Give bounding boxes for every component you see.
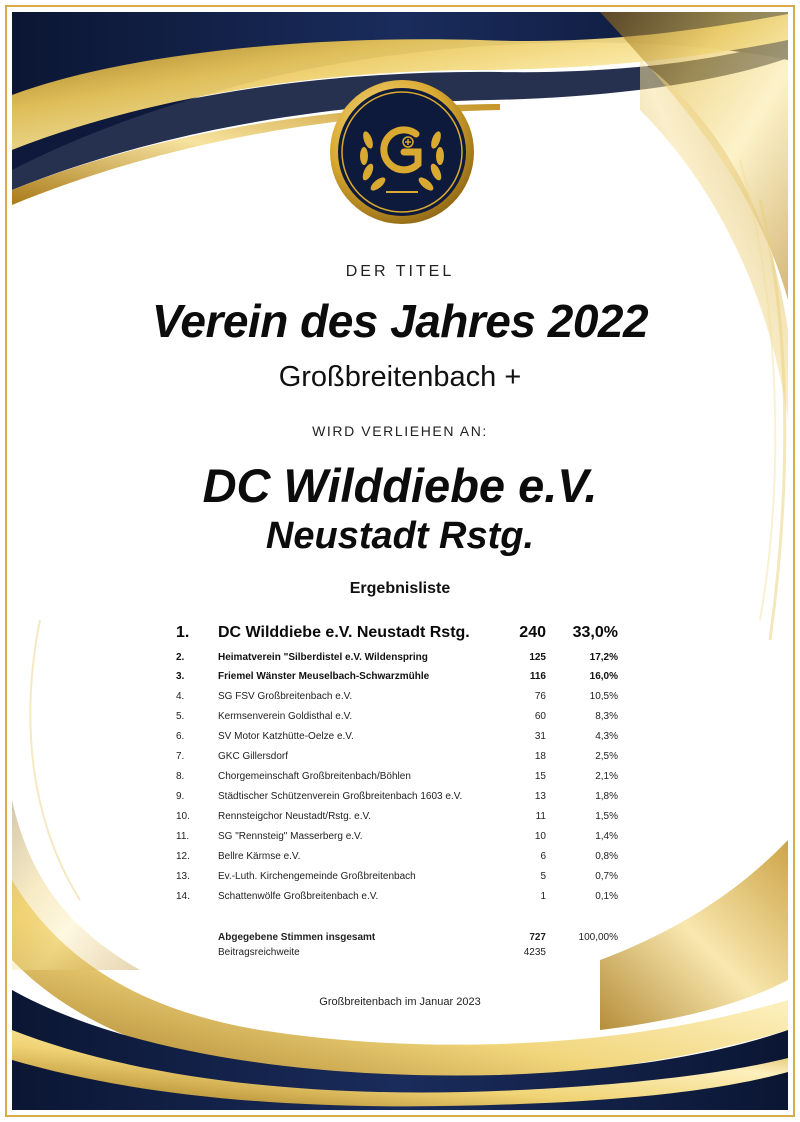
result-row — [0, 811, 800, 831]
club-seal-icon — [328, 78, 476, 226]
result-row — [0, 771, 800, 791]
club-name: Kermsenverein Goldisthal e.V. — [218, 711, 353, 722]
rank: 9. — [176, 791, 185, 802]
results-heading: Ergebnisliste — [349, 580, 451, 597]
rank: 13. — [176, 871, 190, 882]
award-subtitle: Großbreitenbach + — [278, 361, 522, 393]
result-row — [0, 851, 800, 871]
percent: 1,4% — [595, 831, 618, 842]
club-name: SG FSV Großbreitenbach e.V. — [218, 691, 353, 702]
votes: 125 — [529, 652, 546, 663]
percent: 33,0% — [572, 624, 618, 641]
result-row — [0, 671, 800, 691]
result-row — [0, 731, 800, 751]
votes: 5 — [540, 871, 546, 882]
votes: 6 — [540, 851, 546, 862]
club-name: Städtischer Schützenverein Großbreitenbach 1603 e.V. — [218, 791, 463, 802]
percent: 0,8% — [595, 851, 618, 862]
total-votes: 727 — [529, 932, 546, 943]
rank: 12. — [176, 851, 190, 862]
club-name: SG "Rennsteig" Masserberg e.V. — [218, 831, 363, 842]
votes: 31 — [534, 731, 546, 742]
club-name: GKC Gillersdorf — [218, 751, 289, 762]
rank: 7. — [176, 751, 185, 762]
result-row — [0, 831, 800, 851]
result-row — [0, 751, 800, 771]
votes: 116 — [529, 671, 546, 682]
der-titel-label: DER TITEL — [345, 263, 455, 280]
total-label: Abgegebene Stimmen insgesamt — [218, 932, 376, 943]
club-name: Friemel Wänster Meuselbach-Schwarzmühle — [218, 671, 430, 682]
votes: 1 — [540, 891, 546, 902]
percent: 4,3% — [595, 731, 618, 742]
rank: 5. — [176, 711, 185, 722]
rank: 8. — [176, 771, 185, 782]
place-date: Großbreitenbach im Januar 2023 — [319, 996, 481, 1008]
percent: 10,5% — [589, 691, 618, 702]
rank: 11. — [176, 831, 190, 842]
result-row — [0, 691, 800, 711]
club-name: Ev.-Luth. Kirchengemeinde Großbreitenbach — [218, 871, 416, 882]
awardee-name: DC Wilddiebe e.V. — [202, 459, 598, 512]
votes: 240 — [519, 624, 546, 641]
award-title: Verein des Jahres 2022 — [151, 295, 649, 347]
result-row — [0, 711, 800, 731]
club-name: Schattenwölfe Großbreitenbach e.V. — [218, 891, 379, 902]
result-row — [0, 891, 800, 911]
votes: 60 — [534, 711, 546, 722]
awardee-location: Neustadt Rstg. — [265, 515, 535, 557]
votes: 15 — [534, 771, 546, 782]
result-row — [0, 624, 800, 644]
wird-verliehen-label: WIRD VERLIEHEN AN: — [312, 423, 488, 439]
votes: 76 — [534, 691, 546, 702]
percent: 1,8% — [595, 791, 618, 802]
rank: 4. — [176, 691, 185, 702]
rank: 3. — [176, 671, 185, 682]
percent: 16,0% — [589, 671, 618, 682]
rank: 14. — [176, 891, 190, 902]
reach-label: Beitragsreichweite — [218, 947, 300, 958]
club-name: Heimatverein "Silberdistel e.V. Wildenspring — [218, 652, 428, 663]
percent: 1,5% — [595, 811, 618, 822]
club-name: SV Motor Katzhütte-Oelze e.V. — [218, 731, 354, 742]
percent: 2,1% — [595, 771, 618, 782]
result-row — [0, 652, 800, 672]
result-row — [0, 871, 800, 891]
percent: 0,1% — [595, 891, 618, 902]
reach-value: 4235 — [523, 947, 546, 958]
club-name: Chorgemeinschaft Großbreitenbach/Böhlen — [218, 771, 411, 782]
total-percent: 100,00% — [578, 932, 618, 943]
votes: 13 — [534, 791, 546, 802]
rank: 1. — [176, 624, 190, 641]
rank: 2. — [176, 652, 185, 663]
rank: 10. — [176, 811, 190, 822]
club-name: Bellre Kärmse e.V. — [218, 851, 301, 862]
votes: 11 — [535, 811, 546, 822]
club-name: DC Wilddiebe e.V. Neustadt Rstg. — [218, 624, 470, 641]
rank: 6. — [176, 731, 185, 742]
percent: 8,3% — [595, 711, 618, 722]
percent: 0,7% — [595, 871, 618, 882]
votes: 10 — [534, 831, 546, 842]
result-row — [0, 791, 800, 811]
percent: 2,5% — [595, 751, 618, 762]
votes: 18 — [534, 751, 546, 762]
club-name: Rennsteigchor Neustadt/Rstg. e.V. — [218, 811, 372, 822]
percent: 17,2% — [589, 652, 618, 663]
